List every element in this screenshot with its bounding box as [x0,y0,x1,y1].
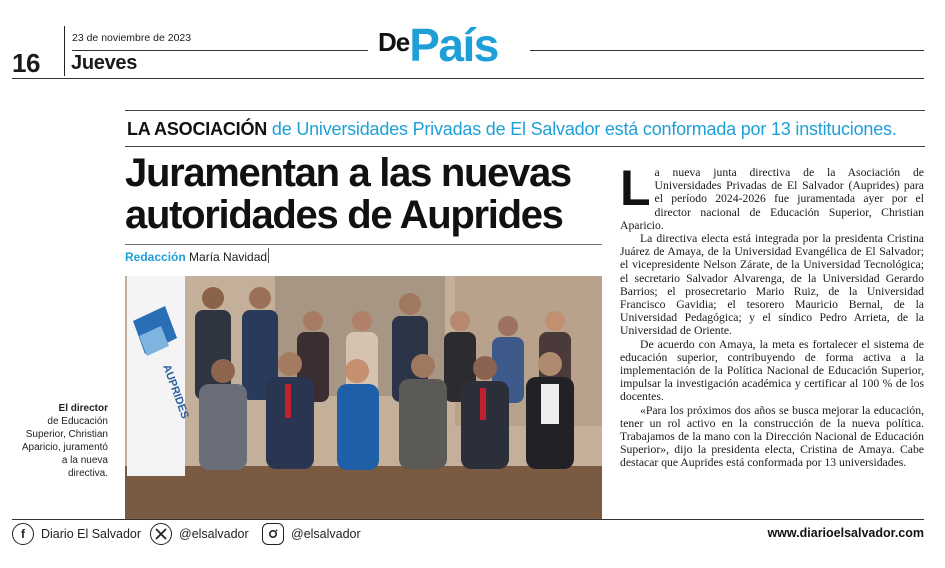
article-paragraph: De acuerdo con Amaya, la meta es fortalecer el sistema de educación superior, contribuyendo de forma activa a la implementación de la Política Nacional de Educación Superior, impulsar la investigación académica y certificar al 100 % de los docentes. [620,337,924,404]
kicker-rest: de Universidades Privadas de El Salvador está conformada por 13 instituciones. [271,119,897,139]
auprides-banner [127,276,191,476]
footer-facebook[interactable] [12,523,141,545]
issue-weekday: Jueves [71,52,138,74]
facebook-label: Diario El Salvador [41,527,142,541]
article-paragraph: «Para los próximos dos años se busca mejorar la educación, tener un rol activo en la construcción de la nueva política. Trabajamos de la mano con la Dirección Nacional de Educación Superior», dijo la presidenta electa, Cristina de Amaya. Cabe destacar que Auprides está conformada por 13 universidades. [620,403,924,470]
byline [125,250,267,264]
kicker-rule-bottom [125,146,925,147]
byline-author: María Navidad [189,250,268,264]
group-photo [125,276,602,519]
facebook-icon: f [12,523,34,545]
instagram-icon [262,523,284,545]
x-handle: @elsalvador [179,527,249,541]
page-number: 16 [12,48,40,78]
footer-x[interactable] [150,523,249,545]
kicker [127,119,897,140]
byline-role: Redacción [125,250,186,264]
masthead-rule-bottom [12,78,924,79]
issue-date: 23 de noviembre de 2023 [72,32,192,44]
caption-lead: El director [58,403,108,414]
website-link[interactable]: www.diarioelsalvador.com [767,526,924,540]
photo-caption [20,402,108,480]
article-paragraph: La directiva electa está integrada por la presidenta Cristina Juárez de Amaya, de la Universidad Evangélica de El Salvador; el vicepresidente Nelson Zárate, de la Universidad Tecnológica; el secretario Salvador Alvarenga, de la Universidad Gerardo Barrios; el prosecretario Mario Ruiz, de la Universidad Francisco Gavidia; el tesorero Mauricio Bernal, de la Universidad Pedagógica; y el síndico Pedro Arrieta, de la Universidad de Oriente. [620,232,924,338]
instagram-handle: @elsalvador [291,527,361,541]
masthead-divider [64,26,65,76]
article-body [620,160,924,470]
paragraph-text: a nueva junta directiva de la Asociación de Universidades Privadas de El Salvador (Auprides) para el período 2024-2026 fue juramentada ayer por el director nacional de Educación Superior, Christian Aparicio. [620,166,924,232]
masthead-rule-right [530,50,924,51]
x-icon [150,523,172,545]
kicker-rule-top [125,110,925,111]
headline: Juramentan a las nuevas autoridades de Auprides [125,151,571,237]
group-photo-illustration [125,276,602,519]
article-paragraph [620,160,924,232]
footer-instagram[interactable] [262,523,361,545]
footer-rule [12,519,924,520]
banner-text: AUPRIDES [160,362,191,421]
section-prefix: De [378,27,410,57]
section-logo [378,19,498,71]
drop-cap: L [620,160,651,216]
byline-rule [125,244,602,245]
caption-text: de Educación Superior, Christian Aparicio, juramentó a la nueva directiva. [21,416,108,479]
byline-separator [268,248,269,263]
masthead-rule-left [72,50,368,51]
section-name: País [409,19,498,71]
kicker-lead: LA ASOCIACIÓN [127,119,268,139]
